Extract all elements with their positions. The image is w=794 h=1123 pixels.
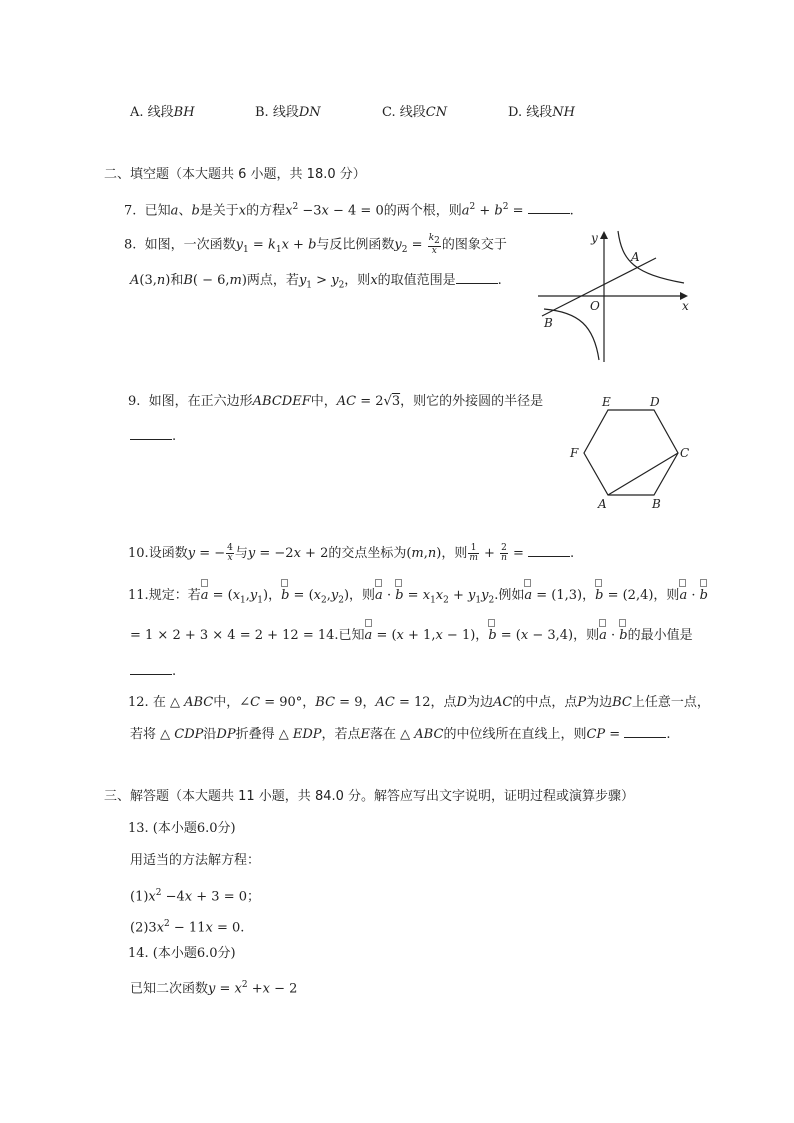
option-a: A. 线段BH <box>130 105 195 120</box>
section-2-title: 二、填空题（本大题共 6 小题，共 18.0 分） <box>104 167 366 182</box>
question-14-text: 已知二次函数$y = x^2 +x - 2$ <box>130 980 298 997</box>
hyperbola-branch-1 <box>618 231 684 283</box>
label-e: E <box>602 395 611 409</box>
question-12-line1: 12. 在 △ ABC中，∠C = 90°，BC = 9，AC = 12，点D为边AC的中点，点P为边BC上任意一点， <box>128 695 710 710</box>
option-d: D. 线段NH <box>508 105 575 120</box>
label-o: O <box>590 299 600 313</box>
question-12-line2: 若将 △ CDP沿DP折叠得 △ EDP，若点E落在 △ ABC的中位线所在直线上，则CP = . <box>130 727 671 742</box>
label-d: D <box>650 395 660 409</box>
question-8-line1: 8. 如图，一次函数$y_1 = k_1x + b$与反比例函数$y_2$ = $\frac{k_2}{x}$ 的图象交于 <box>124 233 507 256</box>
hexagon <box>584 410 678 495</box>
question-11-line3: . <box>130 662 176 681</box>
label-b: B <box>544 316 553 330</box>
y-axis-arrow <box>600 231 608 239</box>
question-14-head: 14. (本小题6.0分) <box>128 946 236 961</box>
question-7: 7. 已知a、b是关于x的方程$x^2 -3x - 4 = 0$的两个根，则$a^2 + b^2$ = . <box>124 202 574 219</box>
question-13-instruction: 用适当的方法解方程： <box>130 853 261 868</box>
question-9-line1: 9. 如图，在正六边形ABCDEF中，AC = 2√3，则它的外接圆的半径是 <box>128 394 544 409</box>
option-b: B. 线段DN <box>255 105 321 120</box>
label-a: A <box>631 250 640 264</box>
label-y: y <box>591 231 598 245</box>
question-10: 10.设函数y = − $\frac{4}{x}$ 与y = −2x + 2的交点坐标为(m,n)，则 $\frac{1}{m}$ + $\frac{2}{n}$ = . <box>128 543 575 563</box>
question-13-head: 13. (本小题6.0分) <box>128 821 236 836</box>
diagonal-ac <box>608 453 678 495</box>
question-13-part2: $(2)3x^2 - 11x = 0$. <box>130 919 245 936</box>
label-b: B <box>652 497 661 511</box>
section-3-title: 三、解答题（本大题共 11 小题，共 84.0 分。解答应写出文字说明，证明过程或演算步骤） <box>104 789 635 804</box>
q9-hexagon-figure <box>566 394 696 514</box>
label-c: C <box>680 446 690 460</box>
label-f: F <box>570 446 579 460</box>
question-11-line2: = 1 × 2 + 3 × 4 = 2 + 12 = 14.已知 a = (x + 1,x − 1)， b = (x − 3,4)，则 a · b的最小值是 <box>130 627 693 645</box>
q8-function-graph <box>534 226 694 366</box>
label-a: A <box>598 497 607 511</box>
label-x: x <box>682 299 689 313</box>
question-8-line2: A(3,n)和B( − 6,m)两点，若$y_1 > y_2$，则x的取值范围是 . <box>130 273 502 291</box>
question-9-line2: . <box>130 427 176 446</box>
option-c: C. 线段CN <box>382 105 448 120</box>
question-13-part1: $(1)x^2 -4x + 3 = 0$； <box>130 888 260 905</box>
question-11-line1: 11.规定：若 $a = (x_1,y_1)$， $b = (x_2,y_2)$，则 a · $b = x_1x_2 + y_1y_2$.例如 a = (1,3)， b = (2,4)，则 a · b <box>128 587 708 610</box>
